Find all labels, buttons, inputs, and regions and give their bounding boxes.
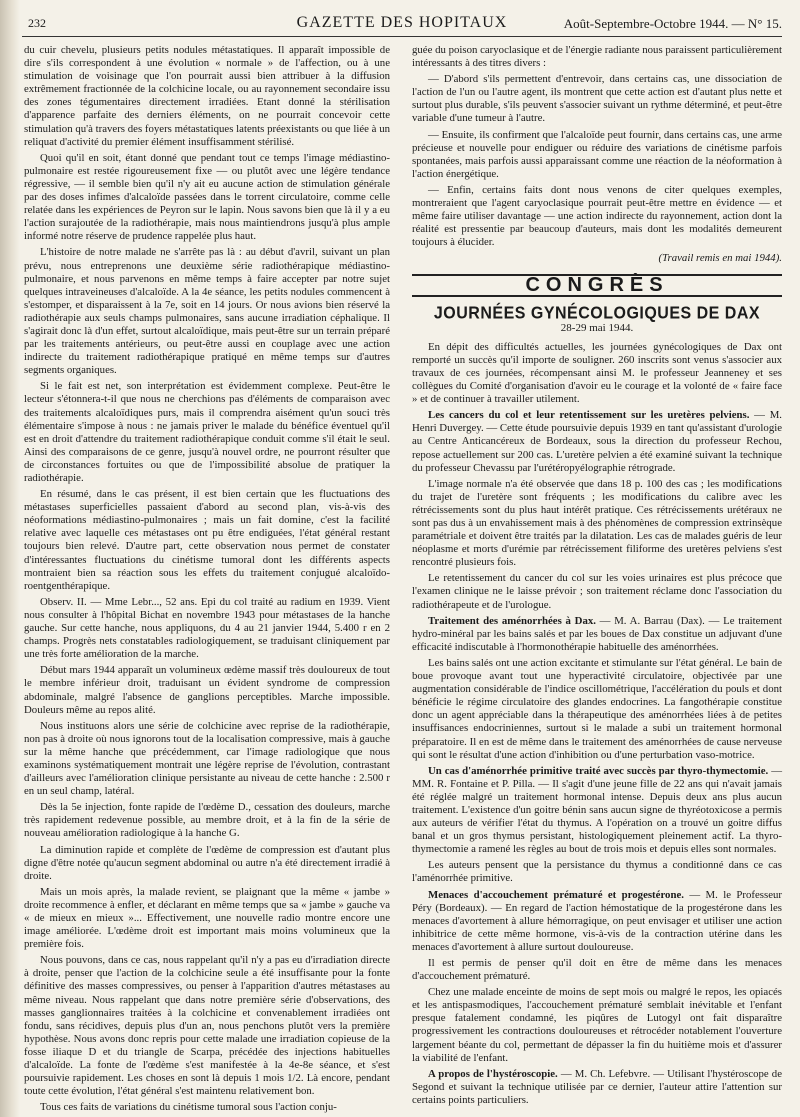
paragraph: du cuir chevelu, plusieurs petits nodules métastatiques. Il apparaît impossible de dire s'ils correspondent à une évolution « normale » de l'affection, ou à une stimulation de voisinage que l'on pourrait aussi bien attribuer à la diffusion extrêmement fractionnée de la colchicine locale, ou au rayonnement secondaire issu des zones tégumentaires directement irradiées. Etant donné la stérilisation d'apparence parfaite des derniers éléments, on ne pourrait concevoir cette stimulation qu'à travers des foyers métastatiques latents préexistants ou que liée à un reliquat d'activité du premier élément insuffisamment stérilisé. <box>24 44 390 148</box>
section-banner: CONGRÈS <box>412 274 782 297</box>
paragraph: Tous ces faits de variations du cinétisme tumoral sous l'action conju- <box>40 1101 337 1114</box>
paragraph: En résumé, dans le cas présent, il est bien certain que les fluctuations des métastases superficielles passaient d'abord au second plan, vis-à-vis des néoformations médiastino-pulmonaires ; mais un fait domine, c'est la facilité relative avec laquelle ces métastases ont pu être endiguées, l'état général restant toujours bien relevé. D'autre part, cette observation nous permet de constater d'intéressantes fluctuations du cinétisme tumoral dont les différents aspects montraient bien sa réaction sous les effets du traitement conjugué alcaloïdo-roentgenthérapique. <box>24 488 390 592</box>
paragraph: guée du poison caryoclasique et de l'énergie radiante nous paraissent particulièrement intéressants à des titres divers : <box>412 44 782 70</box>
paragraph: — D'abord s'ils permettent d'entrevoir, dans certains cas, une dissociation de l'action de l'un ou l'autre agent, ils montrent que cette action est d'autant plus nette et surtout plus durable, s'ils peuvent s'associer suivant un rythme déterminé, et peut-être variable d'une tumeur à l'autre. <box>412 73 782 125</box>
paragraph: La diminution rapide et complète de l'œdème de compression est d'autant plus digne d'être notée qu'aucun segment abdominal ou autre n'a été directement irradié à droite. <box>24 843 390 882</box>
paragraph-lead: A propos de l'hystéroscopie. <box>428 1067 558 1080</box>
paragraph: Les auteurs pensent que la persistance du thymus a conditionné dans ce cas l'aménorrhée primitive. <box>412 859 782 885</box>
paragraph <box>412 765 782 857</box>
section-date: 28-29 mai 1944. <box>560 321 634 334</box>
paragraph <box>412 889 782 954</box>
page-binding-shadow <box>0 0 20 1117</box>
paragraph: — Ensuite, ils confirment que l'alcaloïde peut fournir, dans certains cas, une arme précieuse et nouvelle pour endiguer ou réduire des variations de cinétisme parfois spontanées, mais parfois aussi apparaissant comme une réaction de la néoformation à l'action énergétique. <box>412 128 782 180</box>
issue-date: Août-Septembre-Octobre 1944. — N° 15. <box>563 16 782 31</box>
paragraph: — Enfin, certains faits dont nous venons de citer quelques exemples, montreraient que l'agent caryoclasique pourrait peut-être mettre en évidence — et même faire utiliser davantage — une action indirecte du rayonnement, action dont la réalité est pressentie par beaucoup d'auteurs, mais dont les modalités demeurent toujours à élucider. <box>412 183 782 249</box>
paragraph-body: — M. Henri Duvergey. — Cette étude poursuivie depuis 1939 en tant qu'assistant d'urologie au Centre Anticancéreux de Bordeaux, sous la direction du professeur Rechou, repose actuellement sur 200 cas. L'uretère pelvien a été examiné suivant la technique du professeur Chevassu par l'urétéropyélographie rétrograde. <box>412 409 783 474</box>
page-header <box>22 14 782 37</box>
paragraph-body: — M. A. Barrau (Dax). — Le traitement hydro-minéral par les bains salés et par les boues de Dax constitue un adjuvant d'une efficacité indiscutable à l'hormonothérapie habituelle des aménorrhées. <box>412 614 782 653</box>
paragraph <box>412 409 782 474</box>
publication-title: GAZETTE DES HOPITAUX <box>296 14 508 31</box>
paragraph: Observ. II. — Mme Lebr..., 52 ans. Epi du col traité au radium en 1939. Vient nous consulter à l'hôpital Bichat en novembre 1943 pour métastases de la hanche gauche. Sur cette hanche, nous appliquons, du 4 au 21 janvier 1944, 5.400 r en 2 champs. Progrès nets constatables radiologiquement, se traduisant cliniquement par une très forte amélioration de la marche. <box>24 595 390 661</box>
paragraph: Dès la 5e injection, fonte rapide de l'œdème D., cessation des douleurs, marche très rapidement redevenue possible, au membre droit, et à la fin de la série de nouveau amélioration radiologique à la hanche G. <box>24 801 390 840</box>
paragraph: Si le fait est net, son interprétation est évidemment complexe. Peut-être le lecteur s'étonnera-t-il que nous ne cherchions pas d'éléments de comparaison avec des traitements alcaloïdiques purs, mais il comprendra aisément qu'un souci très élémentaire s'impose à nous : ne jamais priver le malade du bénéfice éventuel qu'il est en droit d'attendre du traitement radiothérapique conduit comme s'il était le seul. Ainsi des comparaisons de ce genre, jusqu'à nouvel ordre, ne pourront résulter que de circonstances fortuites ou que de l'impossibilité absolue de pratiquer la radiothérapie. <box>24 380 390 484</box>
paragraph: L'image normale n'a été observée que dans 18 p. 100 des cas ; les modifications du trajet de l'uretère sont fréquents ; les modifications du calibre avec les rétrécissements sont du plus haut intérêt pratique. Ces rétrécissements urétéraux ne sont pas dus à un envahissement mais à des phénomènes de compression extrinsèque paramétriale et doivent être traités par la dilatation. Les cas de malades guéris de leur néoplasme et morts d'urémie par rétrécissement filiforme des uretères pelviens s'est rencontré plusieurs fois. <box>412 477 782 569</box>
paragraph-lead: Traitement des aménorrhées à Dax. <box>428 614 596 627</box>
article-signature: (Travail remis en mai 1944). <box>658 252 782 265</box>
paragraph: Début mars 1944 apparaît un volumineux œdème massif très douloureux de tout le membre inférieur droit, traduisant un évident syndrome de compression abdominale, malgré l'absence de ganglions perceptibles. Marche impossible. Douleurs même au repos alité. <box>24 664 390 716</box>
paragraph-body: — M. le Professeur Péry (Bordeaux). — En regard de l'action hémostatique de la progestérone dans les menaces d'avortement à allure hémorragique, on peut envisager et utiliser une action inhibitrice de cette même hormone, vis-à-vis de la contraction utérine dans les menaces d'avortement à allure surtout douloureuse. <box>412 888 782 953</box>
paragraph <box>412 1068 782 1107</box>
paragraph: En dépit des difficultés actuelles, les journées gynécologiques de Dax ont remporté un succès qu'il importe de souligner. 260 inscrits sont venus s'associer aux travaux de ces journées, récompensant ainsi M. le professeur Jeanneney et ses collègues du Comité d'organisation d'avoir eu le courage et la volonté de « faire face » et de continuer à travailler utilement. <box>412 340 782 406</box>
paragraph: Le retentissement du cancer du col sur les voies urinaires est plus précoce que l'examen clinique ne le laisse prévoir ; son traitement réclame donc l'association du radiothérapeute et de l'urologue. <box>412 572 782 611</box>
paragraph-body: — M. Ch. Lefebvre. — Utilisant l'hystéroscope de Segond et suivant la technique utilisée par ce dernier, l'auteur attire l'attention sur certains points particuliers. <box>412 1067 782 1106</box>
paragraph: L'histoire de notre malade ne s'arrête pas là : au début d'avril, suivant un plan prévu, nous entreprenons une deuxième série radiothérapique médiastino-pulmonaire, et nous parvenons en même temps à faire accepter par notre sujet quelques intraveineuses d'alcaloïde. A la 4e séance, les petits nodules commencent à s'estomper, et disparaissent à la 7e, soit en 14 jours. Or nous avions bien réservé la radiothérapie aux seuls champs pulmonaires, sans aucune irradiation céphalique. Il s'agirait donc là d'un effet, surtout alcaloïdique, mais peut-être sur un terrain préparé par les traitements antérieurs, ou peut-être aussi en couplage avec une action indirecte du traitement radiothérapique pratiqué en même temps sur d'autres segments organiques. <box>24 246 390 377</box>
section-title: JOURNÉES GYNÉCOLOGIQUES DE DAX <box>433 303 761 323</box>
paragraph-lead: Un cas d'aménorrhée primitive traité avec succès par thyro-thymectomie. <box>428 764 769 777</box>
paragraph: Quoi qu'il en soit, étant donné que pendant tout ce temps l'image médiastino-pulmonaire est restée rigoureusement fixe — ou plutôt avec une légère tendance régressive, — il semble bien qu'il n'y ait eu aucune action de stimulation générale par des doses infimes d'alcaloïde passées dans le torrent circulatoire, comme celle relatée dans les expériences de Peyron sur le lapin. Nous savons bien que là il y a eu l'action surajoutée de la radiothérapie, mais nous maintiendrons jusqu'à plus ample informé notre réserve de prudence rappelée plus haut. <box>24 151 390 243</box>
paragraph: Les bains salés ont une action excitante et stimulante sur l'état général. Le bain de boue provoque avant tout une hyperactivité circulatoire, objectivée par une augmentation considérable de l'indice oscillométrique, l'accélération du pouls et dont bénéficie le régime circulatoire des glandes endocrines. La fangothérapie constitue donc un agent appréciable dans la thérapeutique des aménorrhées liées à de petites insuffisances endocriniennes, surtout si le malade a subi un traitement hormonal préparatoire. Il en est de même dans le traitement des aménorrhées de cause nerveuse qui sont le résultat d'une action d'inhibition ou d'une perturbation vaso-motrice. <box>412 656 782 761</box>
paragraph: Nous instituons alors une série de colchicine avec reprise de la radiothérapie, non pas à droite où nous ignorons tout de la localisation compressive, mais à gauche sur la même hanche que précédemment, car l'image radiologique que nous examinons systématiquement montrait une légère reprise de l'évolution, contrastant d'ailleurs avec l'amélioration clinique persistante au niveau de cette hanche : 2.500 r en un seul champ, latéral. <box>24 719 390 798</box>
paragraph: Nous pouvons, dans ce cas, nous rappelant qu'il n'y a pas eu d'irradiation directe à droite, penser que l'action de la colchicine seule a été insuffisante pour la fonte définitive des masses compressives, ou penser à l'apparition d'autres métastases au même niveau. Nous rappelant que dans notre première série d'observations, des masses ganglionnaires traitées à la colchicine et convenablement irradiées ont fondu, sans récidives, depuis plus d'un an, nous penchons plutôt vers la première hypothèse. Nous avons donc repris pour cette malade une irradiation copieuse de la fosse iliaque D et du triangle de Scarpa, précédée des injections habituelles d'alcaloïde. La fonte de l'œdème s'est manifestée à la 4e-8e séance, et s'est poursuivie rapidement. Les choses en sont là depuis 1 mois 1/2. Là encore, pendant toute cette évolution, l'état général s'est maintenu relativement bon. <box>24 954 390 1098</box>
paragraph <box>412 615 782 654</box>
left-column <box>24 44 390 1117</box>
page-number: 232 <box>28 16 46 30</box>
paragraph-lead: Les cancers du col et leur retentissement sur les uretères pelviens. <box>428 409 750 422</box>
paragraph: Chez une malade enceinte de moins de sept mois ou malgré le repos, les opiacés et les antispasmodiques, l'accouchement prématuré semblait inévitable et l'enfant presque fatalement condamné, les piqûres de Lutogyl ont fait disparaître progressivement les contractions douloureuses et rétrocéder notablement l'ouverture largement béante du col, permettant de dépasser la fin du huitième mois et d'assurer la viabilité de l'enfant. <box>412 986 782 1064</box>
right-column <box>412 44 782 1110</box>
paragraph: Mais un mois après, la malade revient, se plaignant que la même « jambe » droite recommence à enfler, et déclarant en même temps que sa « jambe » gauche va « de mieux en mieux »... Effectivement, une nouvelle radio montre encore une image améliorée. L'œdème droit est important mais moins volumineux que la première fois. <box>24 885 390 951</box>
paragraph-lead: Menaces d'accouchement prématuré et progestérone. <box>428 888 684 901</box>
paragraph-body: — MM. R. Fontaine et P. Pilla. — Il s'agit d'une jeune fille de 22 ans qui n'avait jamais été réglée malgré un traitement hormonal intense. Depuis deux ans plus aucun traitement. L'existence d'un goitre bénin sans aucun signe de thyréotoxicose a permis aux auteurs de vérifier l'état du thymus. A l'opération on a trouvé un goitre diffus banal et un gros thymus persistant, histologiquement pleinement actif. La thyro-thymectomie a ramené les règles au bout de trois mois et depuis elles sont normales. <box>412 764 782 856</box>
paragraph: Il est permis de penser qu'il doit en être de même dans les menaces d'accouchement prématuré. <box>412 957 782 983</box>
